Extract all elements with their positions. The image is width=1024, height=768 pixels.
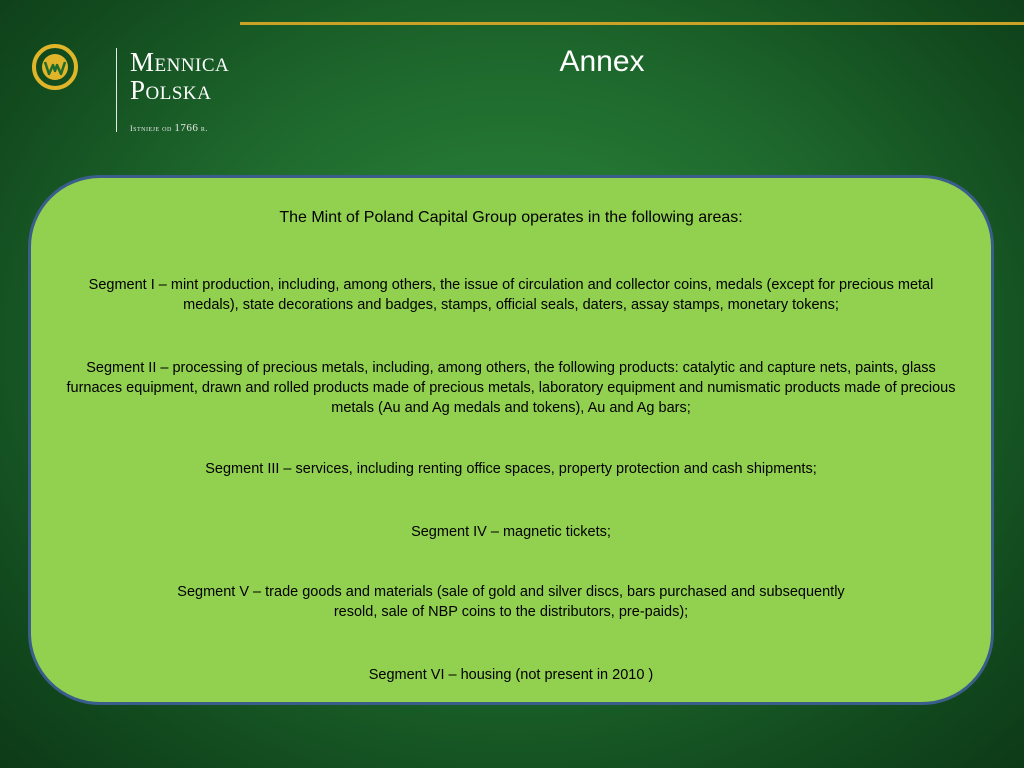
segment-4-text: Segment IV – magnetic tickets; [411,524,611,540]
segment-2-text: Segment II – processing of precious metals, including, among others, the following products: catalytic and capture nets, paints, glass furnaces equipment, drawn and rolled products made of precious metals, laboratory equipment and numismatic products made of precious metals (Au and Ag medals and tokens), Au and Ag bars; [66,360,956,416]
logo-tagline-text: Istnieje od [130,124,172,133]
segment-6-text: Segment VI – housing (not present in 2010 ) [368,667,654,683]
intro-text: The Mint of Poland Capital Group operates in the following areas: [279,209,743,226]
mint-emblem-icon [32,44,78,90]
logo-tagline [130,122,208,134]
logo-line-1: Mennica [130,47,230,77]
segment-1-text: Segment I – mint production, including, among others, the issue of circulation and collector coins, medals (except for precious metal medals), state decorations and badges, stamps, official seals, daters, assay stamps, monetary tokens; [88,277,934,313]
logo-line-2: Polska [130,75,212,105]
segment-3-text: Segment III – services, including renting office spaces, property protection and cash shipments; [205,461,817,477]
header-gold-rule [240,22,1024,25]
logo-year: 1766 [174,122,199,134]
logo-wordmark [130,48,229,104]
segment-5-text: Segment V – trade goods and materials (sale of gold and silver discs, bars purchased and subsequently resold, sale of NBP coins to the distributors, pre-paids); [177,584,845,620]
slide-title: Annex [559,45,645,78]
logo-year-suffix: r. [200,124,208,133]
content-panel [28,175,994,705]
logo-divider [116,48,117,132]
company-logo [32,44,262,136]
